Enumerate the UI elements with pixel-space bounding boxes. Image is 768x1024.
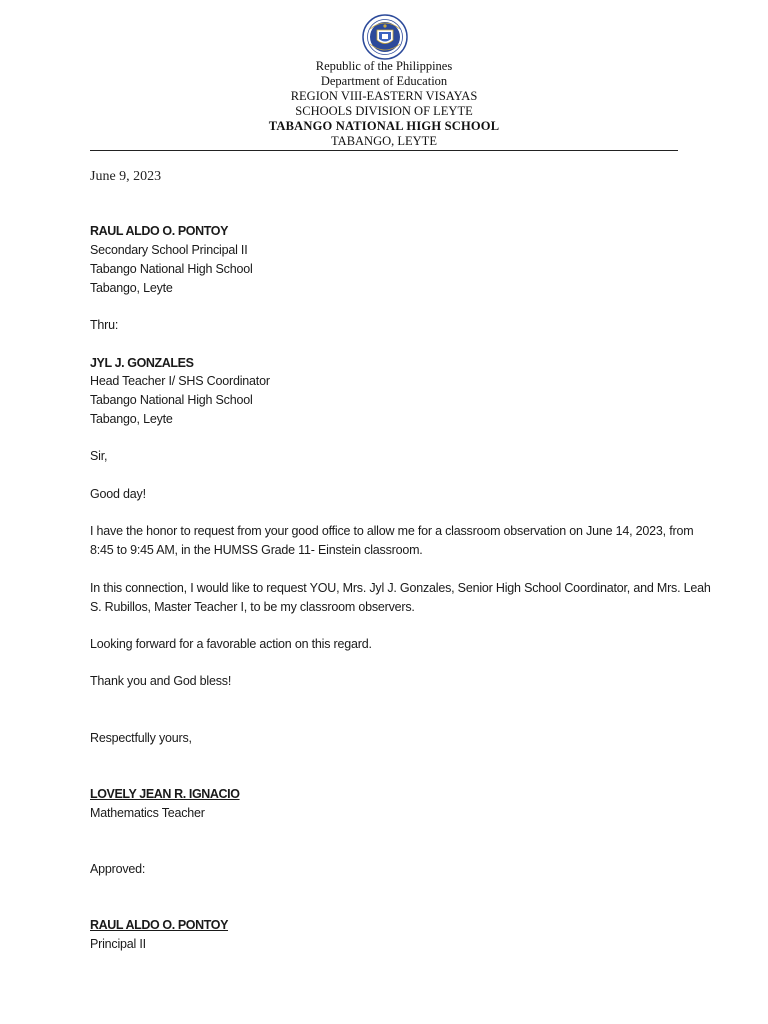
recipient-position: Secondary School Principal II bbox=[90, 243, 248, 257]
sender-position: Mathematics Teacher bbox=[90, 806, 205, 820]
recipient-address: Tabango, Leyte bbox=[90, 281, 173, 295]
body-paragraph-2-line-1: In this connection, I would like to request YOU, Mrs. Jyl J. Gonzales, Senior High School Coordinator, and Mrs. Leah bbox=[90, 581, 711, 595]
sender-name: LOVELY JEAN R. IGNACIO bbox=[90, 787, 240, 801]
letterhead-school: TABANGO NATIONAL HIGH SCHOOL bbox=[268, 119, 500, 133]
thru-position: Head Teacher I/ SHS Coordinator bbox=[90, 374, 270, 388]
letterhead-republic: Republic of the Philippines bbox=[315, 59, 453, 73]
body-paragraph-1-line-2: 8:45 to 9:45 AM, in the HUMSS Grade 11- Einstein classroom. bbox=[90, 543, 423, 557]
deped-seal-logo bbox=[362, 14, 408, 60]
body-paragraph-2-line-2: S. Rubillos, Master Teacher I, to be my classroom observers. bbox=[90, 600, 415, 614]
recipient-school: Tabango National High School bbox=[90, 262, 253, 276]
body-paragraph-4: Thank you and God bless! bbox=[90, 674, 232, 688]
approver-name: RAUL ALDO O. PONTOY bbox=[90, 918, 229, 932]
letterhead-department: Department of Education bbox=[320, 74, 448, 88]
thru-label: Thru: bbox=[90, 318, 119, 332]
thru-school: Tabango National High School bbox=[90, 393, 253, 407]
greeting: Good day! bbox=[90, 487, 146, 501]
letter-date: June 9, 2023 bbox=[90, 169, 162, 184]
letterhead-location: TABANGO, LEYTE bbox=[331, 134, 437, 148]
letterhead-division: SCHOOLS DIVISION OF LEYTE bbox=[295, 104, 473, 118]
approved-label: Approved: bbox=[90, 862, 146, 876]
thru-address: Tabango, Leyte bbox=[90, 412, 173, 426]
recipient-name: RAUL ALDO O. PONTOY bbox=[90, 224, 229, 238]
approver-position: Principal II bbox=[90, 937, 146, 951]
body-paragraph-3: Looking forward for a favorable action on this regard. bbox=[90, 637, 372, 651]
thru-name: JYL J. GONZALES bbox=[90, 356, 194, 370]
letterhead-region: REGION VIII-EASTERN VISAYAS bbox=[290, 89, 478, 103]
salutation: Sir, bbox=[90, 449, 108, 463]
body-paragraph-1-line-1: I have the honor to request from your good office to allow me for a classroom observation on June 14, 2023, from bbox=[90, 524, 694, 538]
letterhead-divider bbox=[90, 150, 678, 151]
closing: Respectfully yours, bbox=[90, 731, 192, 745]
